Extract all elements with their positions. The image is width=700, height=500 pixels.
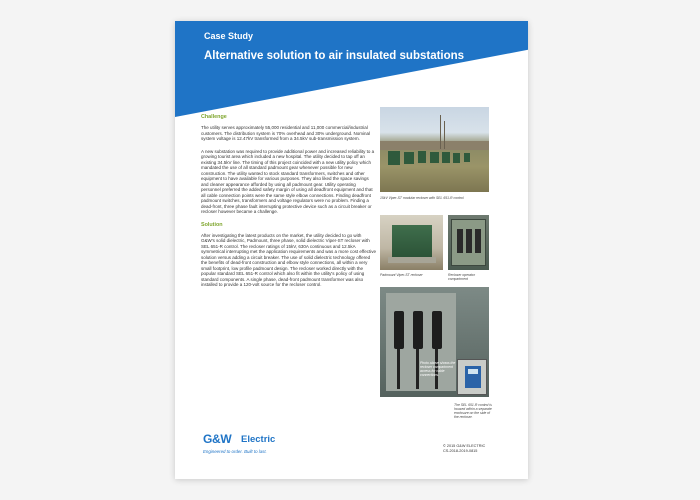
cable-compartment-photo: [380, 287, 489, 397]
cable: [397, 349, 400, 389]
operator-compartment-photo: [448, 215, 489, 270]
padmount-unit: [430, 152, 439, 163]
document-code: CS-2018-2019-0815: [443, 448, 478, 453]
photo3-caption: Recloser operator compartment: [448, 273, 475, 281]
utility-pole: [440, 115, 441, 149]
recloser-cabinet: [392, 225, 432, 257]
recloser-pole: [394, 311, 404, 349]
logo-tagline: Engineered to order. Built to last.: [203, 449, 267, 454]
challenge-paragraph-1: The utility serves approximately 55,000 residential and 11,000 commercial/industrial customers. The distribution system is 70% overhead and 30% underground. Nominal system voltage is 12.47kV transformed from a 34.5kV sub-transmission system.: [201, 125, 371, 141]
photo2-caption: Padmount Viper-ST recloser: [380, 273, 423, 277]
challenge-paragraph-2: A new substation was required to provide additional power and increased reliability to a growing tourist area which included a new hospital. The utility decided to tap off an existing 34.5kV line. The timing of this project coincided with a new utility policy which mandated the use of all standard padmount gear whenever possible for new construction. The utility wanted to stock standard transformers, switches and other equipment to have available for various purposes. They also liked the space savings and cleaner appearance afforded by using all padmount gear. Utility operating personnel preferred the added safety margin of using all deadfront equipment and that all cable connection points were the same style elbow connections. Finding deadfront padmount switches, transformers and voltage regulators were no problem. Finding a dead-front, three phase fault interrupting protective device such as a circuit breaker or recloser however became a challenge.: [201, 148, 375, 214]
padmount-unit: [442, 152, 450, 163]
logo-mark: G&W: [203, 432, 232, 446]
recloser-pole: [413, 311, 423, 349]
operator-device: [457, 229, 463, 253]
padmount-recloser-photo: [380, 215, 443, 270]
padmount-unit: [404, 152, 414, 164]
solution-heading: Solution: [201, 221, 223, 228]
concrete-pad: [388, 257, 436, 263]
utility-pole: [444, 121, 445, 149]
operator-device: [475, 229, 481, 253]
company-logo: [203, 432, 323, 468]
document-type-label: Case Study: [204, 31, 254, 41]
recloser-pole: [432, 311, 442, 349]
treeline: [380, 141, 489, 150]
control-display: [468, 369, 478, 374]
photo1-caption: 15kV Viper-ST modular recloser with SEL 651-R control: [380, 196, 464, 200]
challenge-heading: Challenge: [201, 114, 227, 120]
cable: [416, 349, 419, 389]
operator-device: [466, 229, 472, 253]
padmount-unit: [388, 151, 400, 165]
photo5-caption: The SEL 651-R control is housed within a separate enclosure on the side of the recloser.: [454, 403, 492, 419]
control-enclosure-inset: [457, 359, 487, 395]
solution-paragraph-1: After investigating the latest products on the market, the utility decided to go with G&W's solid dielectric, Padmount, three phase, solid dielectric Viper-ST recloser with SEL 651-R control. The recloser ratings of 15kV, 630A continuous and 12.5kA symmetrical interrupting met the application requirements and was a more cost effective solution versus adding a circuit breaker. The use of solid dielectric technology offered the benefits of dead-front construction and elbow style connections, all within a very small footprint, low profile padmount design. The recloser worked directly with the popular standard SEL 651-R control which also fit within the utility's policy of using standard components. A single phase, dead-front padmount transformer was also installed to provide a 120-volt source for the recloser control.: [201, 232, 376, 287]
padmount-unit: [418, 151, 426, 163]
copyright-line: © 2015 G&W ELECTRIC: [443, 444, 486, 448]
case-study-page: [175, 21, 528, 479]
page-title: Alternative solution to air insulated substations: [204, 50, 465, 62]
padmount-unit: [464, 153, 470, 162]
copyright-notice: [443, 444, 485, 453]
field-installation-photo: [380, 107, 489, 192]
logo-wordmark: Electric: [241, 434, 276, 445]
padmount-unit: [453, 153, 460, 163]
photo4-caption: Photo above shows the recloser compartment access for cable connections.: [420, 361, 456, 377]
body-column: [201, 114, 376, 293]
